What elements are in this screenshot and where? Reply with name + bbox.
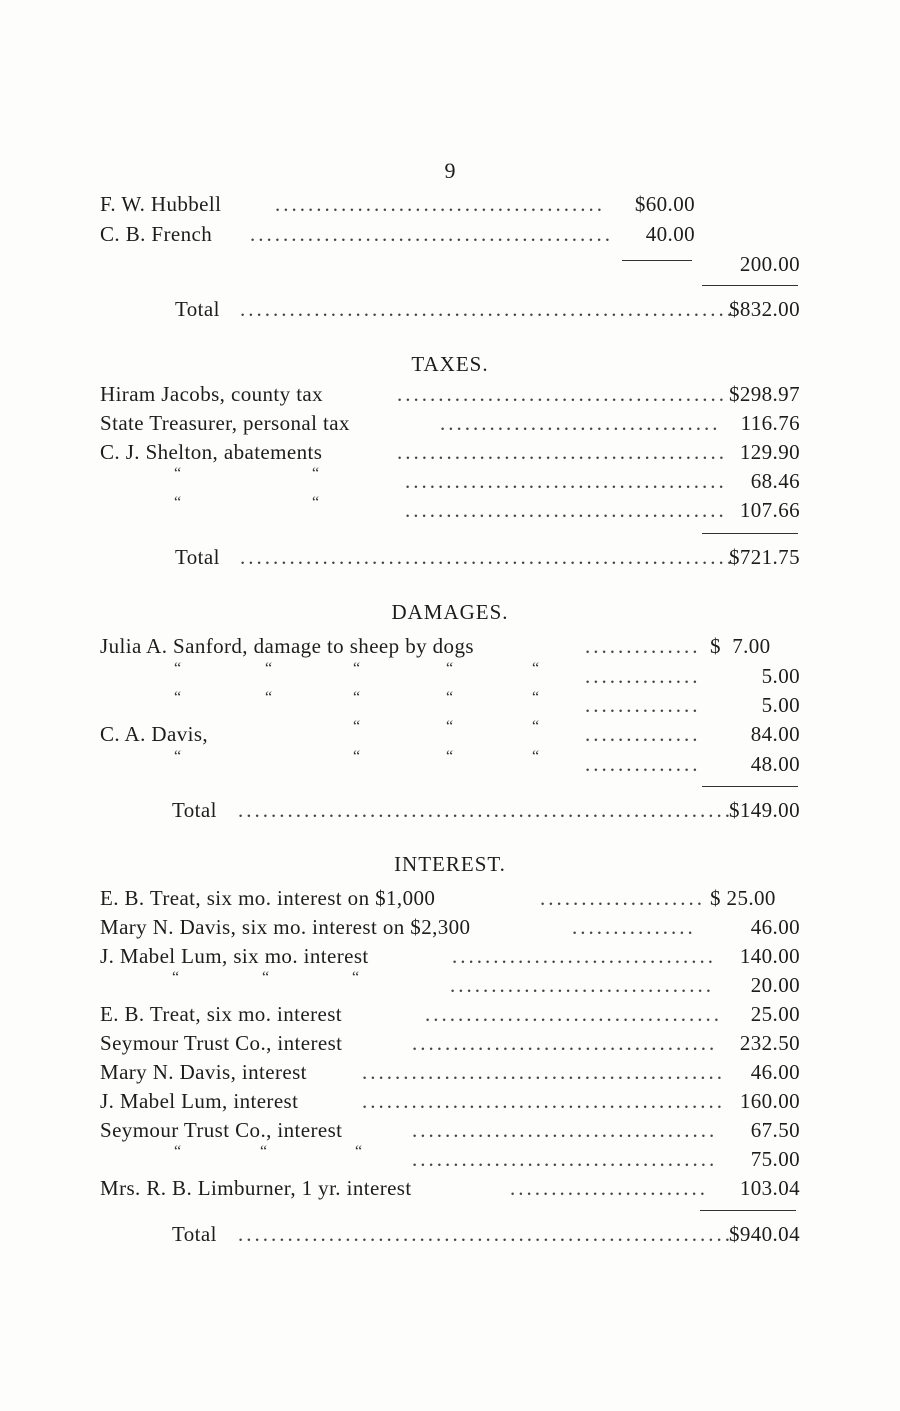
- ditto-mark: “: [174, 748, 182, 765]
- total-rule: [702, 786, 798, 787]
- entry-label: J. Mabel Lum, interest: [100, 1089, 299, 1113]
- entry-label: E. B. Treat, six mo. interest on $1,000: [100, 886, 436, 910]
- entry-amount: $ 25.00: [710, 886, 776, 910]
- entry-amount: 5.00: [761, 664, 800, 688]
- ledger-row: [100, 1002, 800, 1032]
- entry-amount: 84.00: [750, 722, 800, 746]
- entry-amount: 103.04: [739, 1176, 800, 1200]
- entry-amount: 232.50: [739, 1031, 800, 1055]
- ledger-row: [100, 969, 800, 1003]
- ditto-mark: “: [174, 465, 182, 482]
- entry-label: J. Mabel Lum, six mo. interest: [100, 944, 369, 968]
- subtotal-amount: 200.00: [739, 252, 800, 276]
- ledger-row: [100, 411, 800, 441]
- entry-amount: $298.97: [728, 382, 800, 406]
- page-number: 9: [444, 158, 456, 183]
- leader-dots: ..............: [585, 634, 701, 658]
- entry-label: Hiram Jacobs, county tax: [100, 382, 324, 406]
- total-rule: [702, 285, 798, 286]
- entry-label: E. B. Treat, six mo. interest: [100, 1002, 343, 1026]
- ditto-mark: “: [260, 1143, 268, 1160]
- leader-dots: ............................................: [250, 222, 613, 246]
- ditto-mark: “: [172, 969, 180, 986]
- ledger-row: [100, 1176, 800, 1206]
- leader-dots: ........................................: [397, 440, 727, 464]
- ledger-row: [100, 1118, 800, 1148]
- entry-amount: 129.90: [739, 440, 800, 464]
- leader-dots: ............................................................: [238, 798, 733, 822]
- entry-amount: 160.00: [739, 1089, 800, 1113]
- leader-dots: ............................................................: [240, 545, 735, 569]
- ditto-mark: “: [446, 748, 454, 765]
- leader-dots: ........................: [510, 1176, 708, 1200]
- entry-label: Mrs. R. B. Limburner, 1 yr. interest: [100, 1176, 412, 1200]
- total-amount: $832.00: [728, 297, 800, 321]
- ditto-mark: “: [312, 465, 320, 482]
- section-heading-taxes: TAXES.: [411, 352, 489, 376]
- ledger-row: [100, 886, 800, 916]
- ledger-row: [100, 1031, 800, 1061]
- entry-amount: 116.76: [740, 411, 800, 435]
- ditto-mark: “: [265, 660, 273, 677]
- entry-amount: 20.00: [750, 973, 800, 997]
- leader-dots: ....................: [540, 886, 705, 910]
- ledger-row: [100, 494, 800, 528]
- entry-label: Seymour Trust Co., interest: [100, 1118, 343, 1142]
- entry-label: C. A. Davis,: [100, 722, 209, 746]
- entry-amount: 46.00: [750, 915, 800, 939]
- total-label: Total: [175, 545, 220, 569]
- leader-dots: .......................................: [405, 469, 727, 493]
- ditto-mark: “: [352, 969, 360, 986]
- total-rule: [702, 533, 798, 534]
- ditto-mark: “: [355, 1143, 363, 1160]
- total-label: Total: [172, 798, 217, 822]
- leader-dots: ..............: [585, 664, 701, 688]
- total-row: [100, 297, 800, 327]
- entry-subamount: $60.00: [634, 192, 695, 216]
- leader-dots: .....................................: [412, 1031, 718, 1055]
- entry-amount: 46.00: [750, 1060, 800, 1084]
- entry-amount: 75.00: [750, 1147, 800, 1171]
- ditto-mark: “: [174, 689, 182, 706]
- leader-dots: ...............: [572, 915, 696, 939]
- ditto-mark: “: [446, 689, 454, 706]
- entry-amount: 107.66: [739, 498, 800, 522]
- entry-amount: 140.00: [739, 944, 800, 968]
- ledger-row: [100, 440, 800, 470]
- total-label: Total: [175, 297, 220, 321]
- entry-label: C. B. French: [100, 222, 213, 246]
- leader-dots: ....................................: [425, 1002, 722, 1026]
- ledger-row: [100, 465, 800, 499]
- entry-label: State Treasurer, personal tax: [100, 411, 350, 435]
- ditto-mark: “: [174, 1143, 182, 1160]
- ledger-row: [100, 748, 800, 782]
- entry-amount: 5.00: [761, 693, 800, 717]
- leader-dots: ............................................: [362, 1060, 725, 1084]
- total-amount: $940.04: [728, 1222, 800, 1246]
- total-label: Total: [172, 1222, 217, 1246]
- entry-amount: 68.46: [750, 469, 800, 493]
- subtotal-row: [100, 252, 800, 282]
- entry-label: C. J. Shelton, abatements: [100, 440, 323, 464]
- entry-label: Mary N. Davis, six mo. interest on $2,300: [100, 915, 471, 939]
- entry-label: Mary N. Davis, interest: [100, 1060, 307, 1084]
- ditto-mark: “: [265, 689, 273, 706]
- leader-dots: ............................................................: [240, 297, 735, 321]
- total-row: [100, 1222, 800, 1252]
- ledger-row: [100, 944, 800, 974]
- entry-label: Julia A. Sanford, damage to sheep by dogs: [100, 634, 474, 658]
- ledger-row: [100, 915, 800, 945]
- section-heading-damages: DAMAGES.: [391, 600, 509, 624]
- ditto-mark: “: [262, 969, 270, 986]
- leader-dots: ................................: [450, 973, 714, 997]
- ledger-row: [100, 382, 800, 412]
- ledger-row: [100, 1060, 800, 1090]
- total-amount: $721.75: [728, 545, 800, 569]
- ditto-mark: “: [353, 689, 361, 706]
- total-amount: $149.00: [728, 798, 800, 822]
- leader-dots: .....................................: [412, 1147, 718, 1171]
- ditto-mark: “: [446, 660, 454, 677]
- leader-dots: ............................................: [362, 1089, 725, 1113]
- leader-dots: .....................................: [412, 1118, 718, 1142]
- leader-dots: ........................................: [397, 382, 727, 406]
- entry-amount: 25.00: [750, 1002, 800, 1026]
- ditto-mark: “: [174, 660, 182, 677]
- leader-dots: ................................: [452, 944, 716, 968]
- section-heading-interest: INTEREST.: [394, 852, 506, 876]
- entry-amount: 67.50: [750, 1118, 800, 1142]
- ditto-mark: “: [312, 494, 320, 511]
- leader-dots: ........................................: [275, 192, 605, 216]
- ditto-mark: “: [353, 718, 361, 735]
- ledger-row: [100, 222, 800, 252]
- leader-dots: ..............: [585, 722, 701, 746]
- leader-dots: ..............: [585, 693, 701, 717]
- entry-label: Seymour Trust Co., interest: [100, 1031, 343, 1055]
- ledger-row: [100, 192, 800, 222]
- ditto-mark: “: [174, 494, 182, 511]
- ditto-mark: “: [353, 660, 361, 677]
- ditto-mark: “: [446, 718, 454, 735]
- total-row: [100, 798, 800, 828]
- total-rule: [700, 1210, 796, 1211]
- ledger-row: [100, 1143, 800, 1177]
- entry-amount: $ 7.00: [710, 634, 771, 658]
- entry-subamount: 40.00: [645, 222, 695, 246]
- leader-dots: ..............: [585, 752, 701, 776]
- entry-amount: 48.00: [750, 752, 800, 776]
- ditto-mark: “: [532, 689, 540, 706]
- total-row: [100, 545, 800, 575]
- ditto-mark: “: [532, 748, 540, 765]
- ledger-row: [100, 1089, 800, 1119]
- leader-dots: ..................................: [440, 411, 721, 435]
- entry-label: F. W. Hubbell: [100, 192, 222, 216]
- ditto-mark: “: [532, 660, 540, 677]
- ditto-mark: “: [353, 748, 361, 765]
- leader-dots: ............................................................: [238, 1222, 733, 1246]
- leader-dots: .......................................: [405, 498, 727, 522]
- ditto-mark: “: [532, 718, 540, 735]
